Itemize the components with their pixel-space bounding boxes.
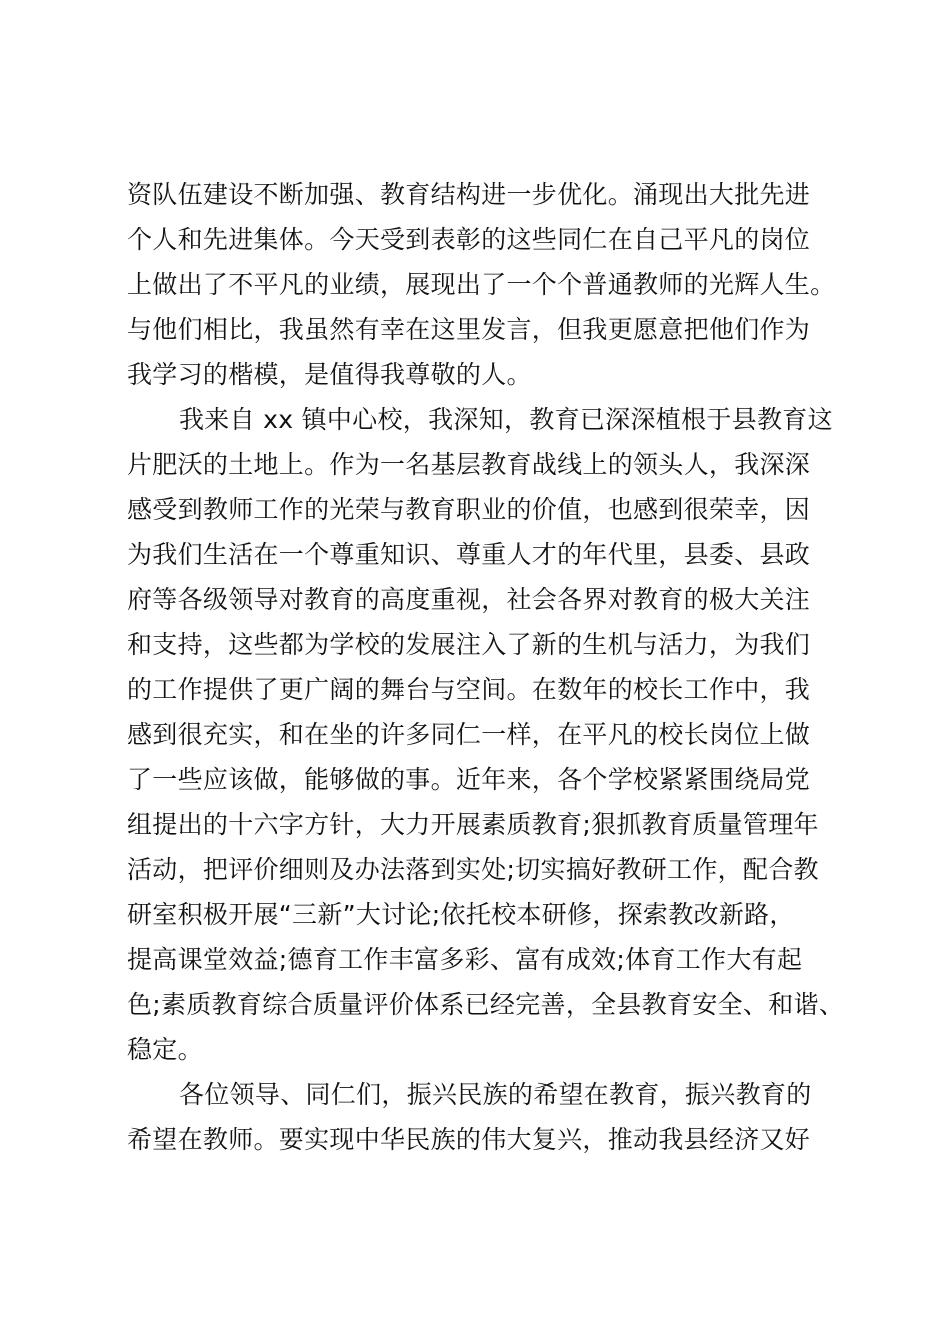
text-line: 提高课堂效益;德育工作丰富多彩、富有成效;体育工作大有起 (127, 945, 803, 974)
text-line: 活动，把评价细则及办法落到实处;切实搞好教研工作，配合教 (127, 855, 819, 884)
text-line: 各位领导、同仁们，振兴民族的希望在教育，振兴教育的 (179, 1080, 812, 1109)
text-line: 的工作提供了更广阔的舞台与空间。在数年的校长工作中，我 (127, 675, 811, 704)
text-line: 希望在教师。要实现中华民族的伟大复兴，推动我县经济又好 (127, 1125, 811, 1154)
text-line: 色;素质教育综合质量评价体系已经完善，全县教育安全、和谐、 (127, 990, 845, 1019)
text-line: 和支持，这些都为学校的发展注入了新的生机与活力，为我们 (127, 630, 811, 659)
paragraph-2 (127, 397, 847, 1072)
text-line: 组提出的十六字方针，大力开展素质教育;狠抓教育质量管理年 (127, 810, 819, 839)
text-line: 府等各级领导对教育的高度重视，社会各界对教育的极大关注 (127, 585, 811, 614)
text-line: 稳定。 (127, 1035, 203, 1064)
text-line: 个人和先进集体。今天受到表彰的这些同仁在自己平凡的岗位 (127, 225, 811, 254)
text-line: 我学习的楷模，是值得我尊敬的人。 (127, 360, 532, 389)
text-line: 感受到教师工作的光荣与教育职业的价值，也感到很荣幸，因 (127, 495, 811, 524)
paragraph-1 (127, 172, 847, 397)
text-line: 了一些应该做，能够做的事。近年来，各个学校紧紧围绕局党 (127, 765, 811, 794)
text-line: 资队伍建设不断加强、教育结构进一步优化。涌现出大批先进 (127, 180, 811, 209)
text-line: 为我们生活在一个尊重知识、尊重人才的年代里，县委、县政 (127, 540, 811, 569)
text-line: 上做出了不平凡的业绩，展现出了一个个普通教师的光辉人生。 (127, 270, 836, 299)
paragraph-3 (127, 1072, 847, 1162)
text-line: 片肥沃的土地上。作为一名基层教育战线上的领头人，我深深 (127, 450, 811, 479)
text-line: 研室积极开展“三新”大讨论;依托校本研修，探索教改新路， (127, 900, 795, 929)
text-line: 感到很充实，和在坐的许多同仁一样，在平凡的校长岗位上做 (127, 720, 811, 749)
text-line: 我来自 xx 镇中心校，我深知，教育已深深植根于县教育这 (179, 405, 833, 434)
document-body (127, 172, 847, 1162)
text-line: 与他们相比，我虽然有幸在这里发言，但我更愿意把他们作为 (127, 315, 811, 344)
